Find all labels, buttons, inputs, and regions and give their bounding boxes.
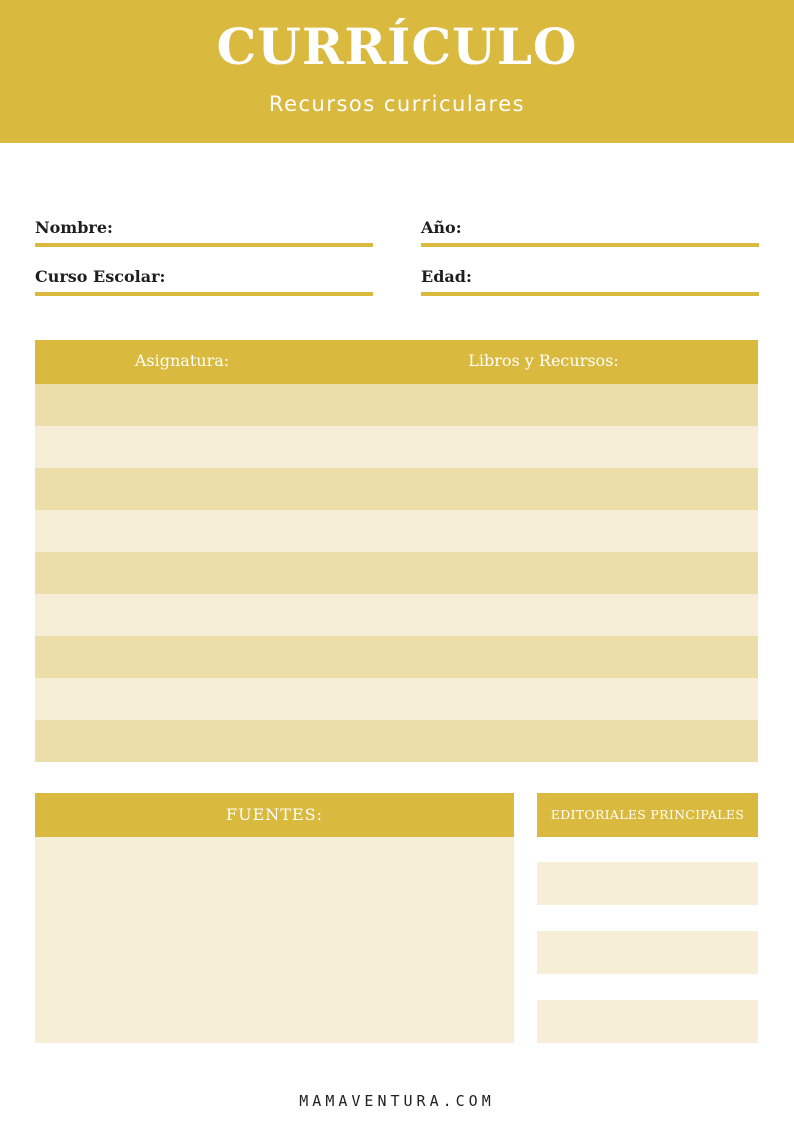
editorial-slot[interactable] <box>537 1000 758 1043</box>
table-row[interactable] <box>35 678 758 720</box>
table-row[interactable] <box>35 426 758 468</box>
footer-site-link[interactable]: MAMAVENTURA.COM <box>299 1092 495 1110</box>
table-row[interactable] <box>35 468 758 510</box>
table-row[interactable] <box>35 552 758 594</box>
table-row[interactable] <box>35 384 758 426</box>
column-header-libros-recursos: Libros y Recursos: <box>468 351 619 370</box>
header-banner <box>0 0 794 143</box>
editorial-slot[interactable] <box>537 931 758 974</box>
nombre-label: Nombre: <box>35 218 113 237</box>
fuentes-heading: FUENTES: <box>35 793 514 837</box>
table-row[interactable] <box>35 636 758 678</box>
table-row[interactable] <box>35 720 758 762</box>
editoriales-heading: EDITORIALES PRINCIPALES <box>537 793 758 837</box>
table-row[interactable] <box>35 510 758 552</box>
edad-label: Edad: <box>421 267 472 286</box>
curso-escolar-field[interactable] <box>35 292 373 296</box>
curso-escolar-label: Curso Escolar: <box>35 267 166 286</box>
table-row[interactable] <box>35 594 758 636</box>
fuentes-box[interactable] <box>35 837 514 1043</box>
nombre-field[interactable] <box>35 243 373 247</box>
anio-label: Año: <box>421 218 462 237</box>
edad-field[interactable] <box>421 292 759 296</box>
column-header-asignatura: Asignatura: <box>134 351 230 370</box>
page-subtitle: Recursos curriculares <box>268 92 526 116</box>
anio-field[interactable] <box>421 243 759 247</box>
table-header <box>35 340 758 384</box>
page-title: CURRÍCULO <box>216 17 578 76</box>
editorial-slot[interactable] <box>537 862 758 905</box>
